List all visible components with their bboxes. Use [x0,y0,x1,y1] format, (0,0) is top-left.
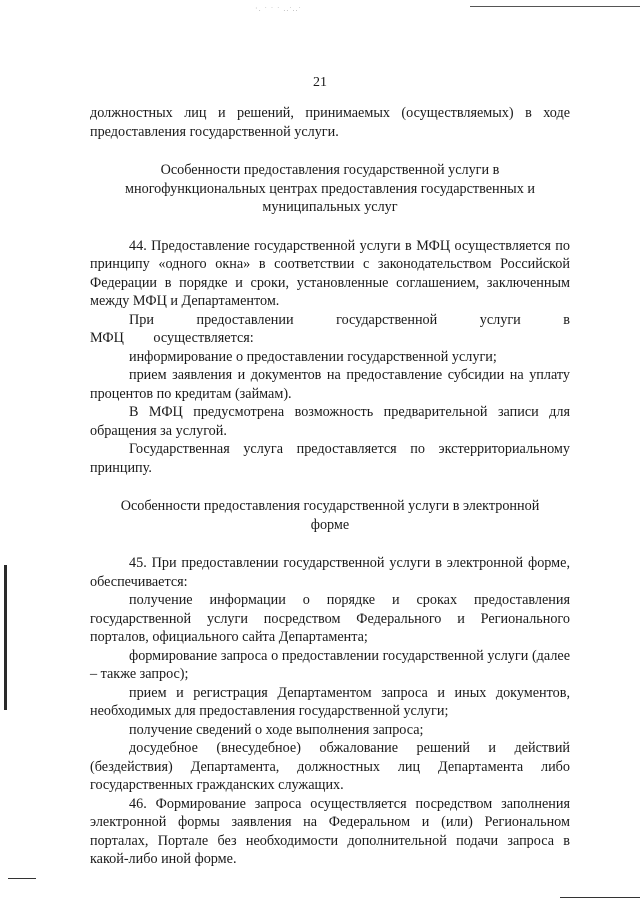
intro-paragraph: должностных лиц и решений, принимаемых (осуществляемых) в ходе предоставления государственной услуги. [90,105,570,140]
paragraph-46: 46. Формирование запроса осуществляется посредством заполнения электронной формы заявления на Федеральном и (или) Региональном порталах, Портале без необходимости дополнительной подачи запроса в какой-либо иной форме. [90,795,570,867]
scan-artifact-top: ·. ˑ ˑ ˑ ..ˑ..ˑ [255,4,302,13]
paragraph-45: 45. При предоставлении государственной услуги в электронной форме, обеспечивается: [90,555,570,590]
scan-bar-left [4,565,7,710]
scan-line-bottom-right [560,897,640,898]
paragraph-45-item-4: получение сведений о ходе выполнения запроса; [129,721,424,738]
section-heading-mfc: Особенности предоставления государственной услуги в многофункциональных центрах предоставления государственных и муниципальных услуг [125,162,535,215]
document-body [90,104,570,869]
paragraph-44-prereg: В МФЦ предусмотрена возможность предварительной записи для обращения за услугой. [90,404,570,439]
paragraph-45-item-5: досудебное (внесудебное) обжалование решений и действий (бездействия) Департамента, должностных лиц Департамента либо государственных гражданских служащих. [90,740,570,793]
paragraph-45-item-1: получение информации о порядке и сроках предоставления государственной услуги посредством Федерального и Регионального порталов, официального сайта Департамента; [90,592,570,645]
scan-line-bottom-left [8,878,36,879]
page-number: 21 [313,75,327,90]
paragraph-45-item-3: прием и регистрация Департаментом запроса и иных документов, необходимых для предоставления государственной услуги; [90,684,570,719]
scan-line-top [470,6,640,7]
paragraph-44: 44. Предоставление государственной услуги в МФЦ осуществляется по принципу «одного окна» в соответствии с законодательством Российской Федерации в порядке и сроки, установленные соглашением, заключенным между МФЦ и Департаментом. [90,237,570,309]
paragraph-44-extraterritorial: Государственная услуга предоставляется по экстерриториальному принципу. [90,441,570,476]
paragraph-45-item-2: формирование запроса о предоставлении государственной услуги (далее – также запрос); [90,647,570,682]
paragraph-44-mfc: При предоставлении государственной услуги в МФЦ осуществляется: [90,311,570,346]
section-heading-electronic: Особенности предоставления государственной услуги в электронной форме [120,498,540,533]
paragraph-44-item-2: прием заявления и документов на предоставление субсидии на уплату процентов по кредитам (займам). [90,367,570,402]
paragraph-44-item-1: информирование о предоставлении государственной услуги; [129,348,497,365]
